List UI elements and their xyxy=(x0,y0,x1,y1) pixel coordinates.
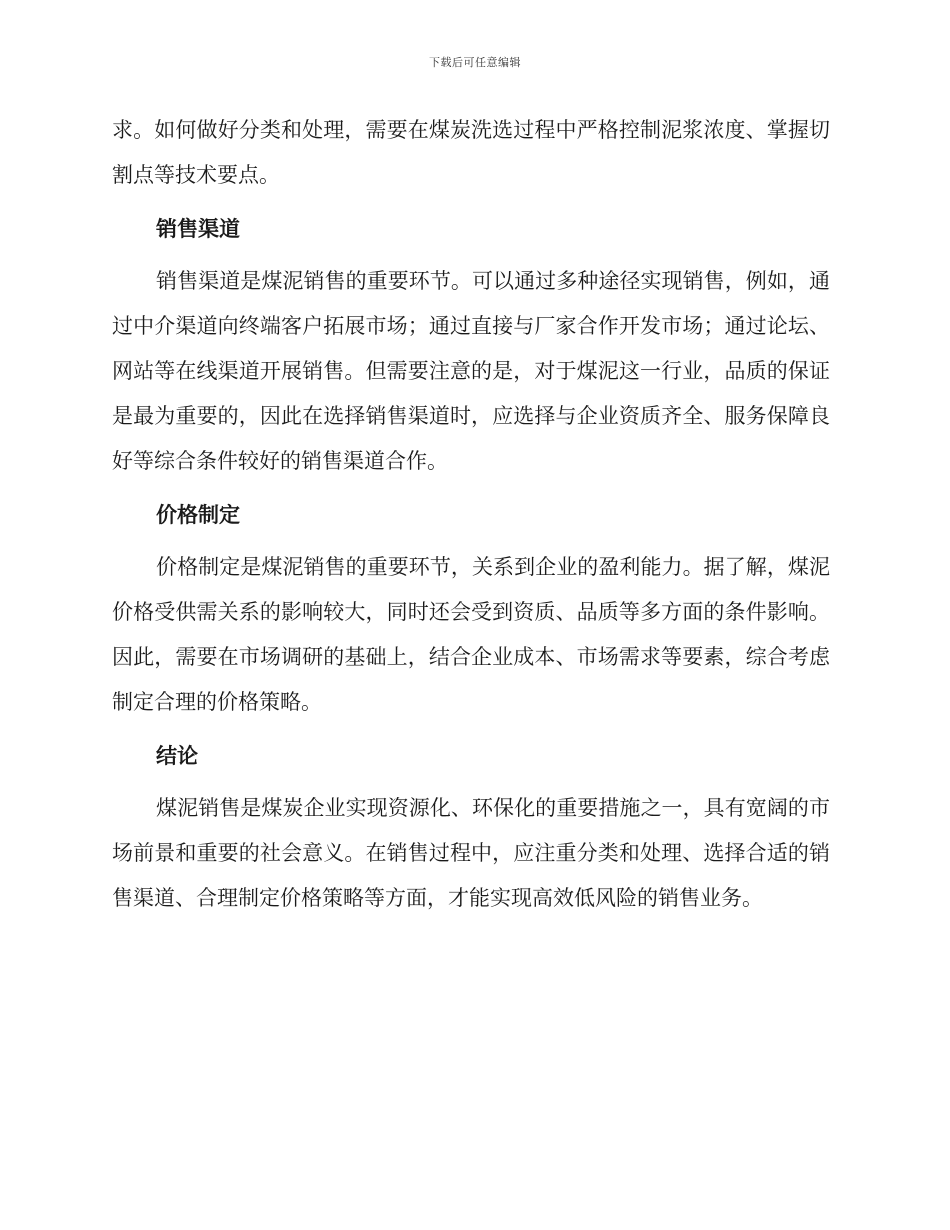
channels-paragraph: 销售渠道是煤泥销售的重要环节。可以通过多种途径实现销售，例如，通过中介渠道向终端客户拓展市场；通过直接与厂家合作开发市场；通过论坛、网站等在线渠道开展销售。但需要注意的是，对于煤泥这一行业，品质的保证是最为重要的，因此在选择销售渠道时，应选择与企业资质齐全、服务保障良好等综合条件较好的销售渠道合作。 xyxy=(112,269,830,473)
section-heading-channels: 销售渠道 xyxy=(156,217,240,241)
section-heading-conclusion: 结论 xyxy=(156,744,198,768)
document-body xyxy=(112,108,830,921)
page-header: 下载后可任意编辑 xyxy=(429,56,521,69)
conclusion-paragraph: 煤泥销售是煤炭企业实现资源化、环保化的重要措施之一，具有宽阔的市场前景和重要的社会意义。在销售过程中，应注重分类和处理、选择合适的销售渠道、合理制定价格策略等方面，才能实现高效低风险的销售业务。 xyxy=(112,796,830,910)
pricing-paragraph: 价格制定是煤泥销售的重要环节，关系到企业的盈利能力。据了解，煤泥价格受供需关系的影响较大，同时还会受到资质、品质等多方面的条件影响。因此，需要在市场调研的基础上，结合企业成本、市场需求等要素，综合考虑制定合理的价格策略。 xyxy=(112,555,830,714)
intro-paragraph: 求。如何做好分类和处理，需要在煤炭洗选过程中严格控制泥浆浓度、掌握切割点等技术要点。 xyxy=(112,118,830,187)
section-heading-pricing: 价格制定 xyxy=(156,503,240,527)
